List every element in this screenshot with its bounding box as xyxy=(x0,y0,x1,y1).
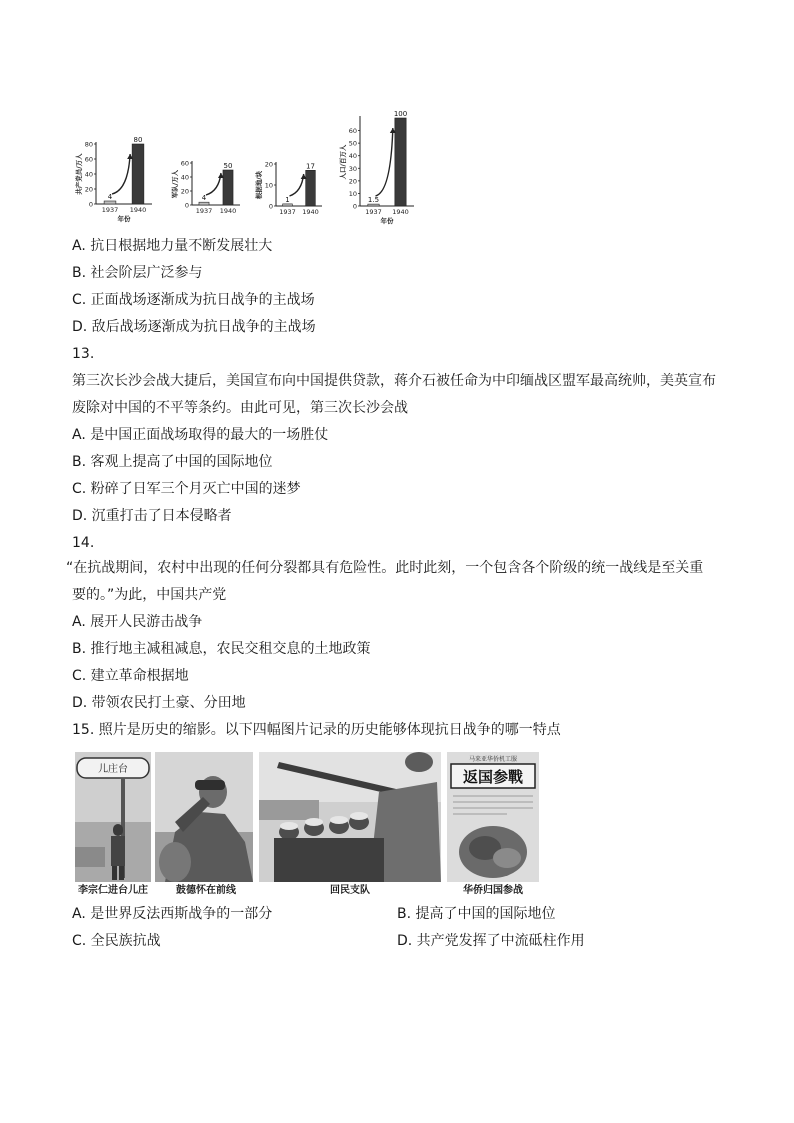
q15-option-b: B. 提高了中国的国际地位 xyxy=(397,906,556,922)
data-label: 100 xyxy=(393,110,408,118)
data-label: 1.5 xyxy=(367,196,380,205)
y-tick-label: 80 xyxy=(84,140,93,149)
q12-option-d: D. 敌后战场逐渐成为抗日战争的主战场 xyxy=(72,319,316,335)
photo-caption-2: 鼓德怀在前线 xyxy=(176,885,236,896)
y-tick-label: 60 xyxy=(348,127,357,136)
q15-stem: 15. 照片是历史的缩影。以下四幅图片记录的历史能够体现抗日战争的哪一特点 xyxy=(72,722,561,738)
q12-option-a: A. 抗日根据地力量不断发展壮大 xyxy=(72,238,273,254)
q13-stem-line2: 废除对中国的不平等条约。由此可见，第三次长沙会战 xyxy=(72,400,408,416)
x-tick-label: 1940 xyxy=(219,207,237,215)
y-tick-label: 60 xyxy=(180,159,189,168)
y-tick-label: 40 xyxy=(180,173,189,182)
y-tick-label: 20 xyxy=(84,185,93,194)
y-tick-label: 60 xyxy=(84,155,93,164)
data-label: 4 xyxy=(201,194,207,203)
q12-option-b: B. 社会阶层广泛参与 xyxy=(72,265,203,281)
bar-1940 xyxy=(223,170,233,205)
q14-option-c: C. 建立革命根据地 xyxy=(72,668,189,684)
photo-overseas-chinese xyxy=(447,752,539,882)
poster-header: 马来亚华侨机工服 xyxy=(468,756,518,763)
chart-base-areas xyxy=(256,156,332,222)
q13-option-d: D. 沉重打击了日本侵略者 xyxy=(72,508,232,524)
chart-svg xyxy=(170,155,250,223)
q15-option-d: D. 共产党发挥了中流砥柱作用 xyxy=(397,933,585,949)
photo-caption-4: 华侨归国参战 xyxy=(463,885,523,896)
y-tick-label: 0 xyxy=(268,202,273,211)
data-label: 1 xyxy=(285,195,290,204)
x-axis-label: 年份 xyxy=(380,217,394,225)
y-axis-label: 军队/万人 xyxy=(171,169,179,199)
q12-option-c: C. 正面战场逐渐成为抗日战争的主战场 xyxy=(72,292,315,308)
photo-overseas-chinese-image xyxy=(447,752,539,882)
chart-svg xyxy=(256,156,332,222)
y-tick-label: 10 xyxy=(264,181,273,190)
x-tick-label: 1940 xyxy=(129,206,147,214)
photo-caption-3: 回民支队 xyxy=(330,885,370,896)
y-tick-label: 30 xyxy=(348,164,357,173)
q14-stem-line2: 要的。”为此，中国共产党 xyxy=(72,587,227,603)
q15-option-a: A. 是世界反法西斯战争的一部分 xyxy=(72,906,273,922)
data-label: 80 xyxy=(133,136,143,144)
bar-1940 xyxy=(132,144,144,204)
q13-stem-line1: 第三次长沙会战大捷后，美国宣布向中国提供贷款，蒋介石被任命为中印缅战区盟军最高统帅，美英宣布 xyxy=(72,373,716,389)
bar-1940 xyxy=(306,170,316,206)
y-tick-label: 20 xyxy=(348,177,357,186)
growth-arrow xyxy=(112,154,130,194)
y-axis-label: 共产党员/万人 xyxy=(75,153,83,195)
bar-1937 xyxy=(199,202,209,205)
y-tick-label: 0 xyxy=(184,201,189,210)
y-tick-label: 40 xyxy=(84,170,93,179)
y-tick-label: 20 xyxy=(180,187,189,196)
photo-peng-dehuai-image xyxy=(155,752,253,882)
y-tick-label: 0 xyxy=(88,200,93,209)
chart-svg xyxy=(338,96,422,232)
chart-army xyxy=(170,155,250,223)
y-tick-label: 10 xyxy=(348,189,357,198)
growth-arrow xyxy=(376,128,393,196)
x-tick-label: 1937 xyxy=(365,208,382,216)
x-tick-label: 1937 xyxy=(195,207,213,215)
y-tick-label: 0 xyxy=(352,202,357,211)
data-label: 17 xyxy=(306,162,315,171)
photo-hui-detachment-image xyxy=(259,752,441,882)
q14-number: 14. xyxy=(72,535,95,551)
x-tick-label: 1940 xyxy=(302,208,319,216)
x-tick-label: 1937 xyxy=(279,208,296,216)
chart-party-members xyxy=(72,130,162,234)
photo-peng-dehuai xyxy=(155,752,253,882)
x-tick-label: 1940 xyxy=(392,208,409,216)
bar-1940 xyxy=(395,118,406,206)
q13-number: 13. xyxy=(72,346,95,362)
bar-1937 xyxy=(368,204,379,206)
photo-li-zongren-image xyxy=(75,752,151,882)
growth-arrow xyxy=(290,174,304,196)
growth-arrow xyxy=(206,173,221,195)
y-tick-label: 40 xyxy=(348,152,357,161)
y-axis-label: 人口/百万人 xyxy=(339,144,347,180)
chart-svg xyxy=(72,130,162,234)
photo-hui-detachment xyxy=(259,752,441,882)
q14-option-b: B. 推行地主减租减息，农民交租交息的土地政策 xyxy=(72,641,371,657)
q13-option-b: B. 客观上提高了中国的国际地位 xyxy=(72,454,273,470)
y-tick-label: 50 xyxy=(348,139,357,148)
photo-caption-1: 李宗仁进台儿庄 xyxy=(78,885,148,896)
q15-option-c: C. 全民族抗战 xyxy=(72,933,161,949)
photo-sign-text: 儿庄台 xyxy=(98,764,128,775)
bar-1937 xyxy=(283,204,293,206)
q13-option-a: A. 是中国正面战场取得的最大的一场胜仗 xyxy=(72,427,329,443)
y-axis-label: 根据地/块 xyxy=(255,170,263,200)
q14-option-a: A. 展开人民游击战争 xyxy=(72,614,203,630)
data-label: 50 xyxy=(223,162,233,170)
q13-option-c: C. 粉碎了日军三个月灭亡中国的迷梦 xyxy=(72,481,301,497)
poster-title: 返国参戰 xyxy=(462,768,524,786)
bar-1937 xyxy=(104,201,116,204)
chart-population xyxy=(338,96,422,232)
y-tick-label: 20 xyxy=(264,160,273,169)
photo-li-zongren xyxy=(75,752,151,882)
x-tick-label: 1937 xyxy=(101,206,119,214)
data-label: 4 xyxy=(107,193,113,201)
q14-option-d: D. 带领农民打土豪、分田地 xyxy=(72,695,246,711)
x-axis-label: 年份 xyxy=(117,215,131,223)
q14-stem-line1: “在抗战期间，农村中出现的任何分裂都具有危险性。此时此刻，一个包含各个阶级的统一战线是至关重 xyxy=(66,560,704,576)
